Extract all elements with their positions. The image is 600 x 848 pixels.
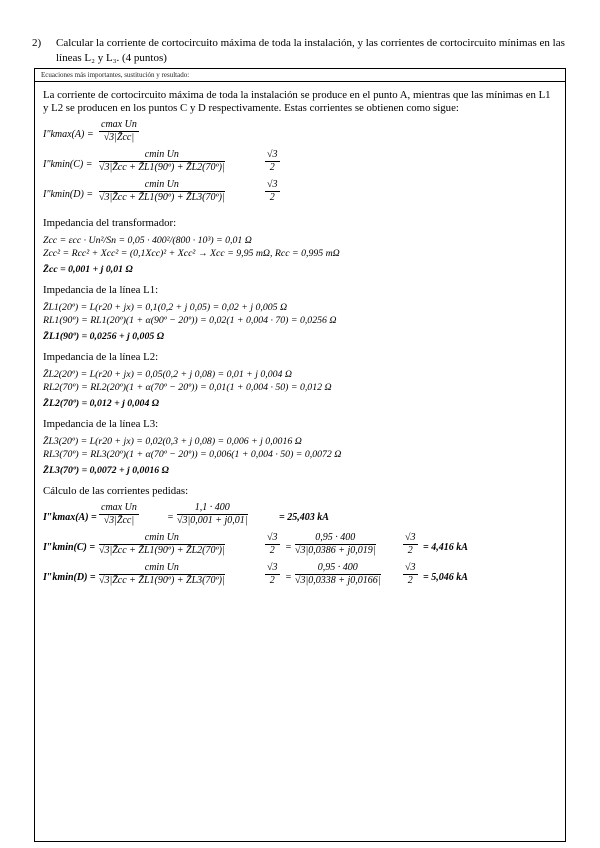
fraction-numerator: √3 — [405, 532, 416, 543]
fraction-denominator: √3|Z̄cc + Z̄L1(90º) + Z̄L3(70º)| — [99, 192, 225, 203]
formula-ikmin-c-fraction — [99, 149, 225, 174]
current-ikmin-d-formula — [99, 562, 225, 587]
current-ikmin-d-sqrt3-over-2-sub — [403, 562, 418, 587]
l3-resistance-70-line: RL3(70º) = RL3(20º)(1 + α(70º − 20º)) = 0,006(1 + 0,004 · 50) = 0,0072 Ω — [43, 449, 342, 460]
fraction-denominator: √3|Z̄cc + Z̄L1(90º) + Z̄L2(70º)| — [99, 162, 225, 173]
l2-result: Z̄L2(70º) = 0,012 + j 0,004 Ω — [43, 398, 160, 409]
question-number: 2) — [32, 37, 42, 49]
fraction-numerator: cmin Un — [99, 562, 225, 575]
fraction-numerator: √3 — [267, 179, 278, 190]
fraction-numerator: cmax Un — [101, 119, 137, 130]
formula-ikmin-c-lhs: I″kmin(C) = — [43, 159, 93, 170]
equals-sign: = — [167, 512, 174, 523]
fraction-denominator: √3|Z̄cc| — [103, 515, 135, 526]
current-ikmin-d-lhs: I″kmin(D) = — [43, 572, 96, 583]
fraction-denominator: √3|0,0386 + j0,019| — [295, 545, 376, 556]
current-ikmin-c — [43, 532, 558, 562]
answer-content — [43, 89, 558, 592]
equals-sign: = — [285, 542, 292, 553]
formula-ikmin-d-lhs: I″kmin(D) = — [43, 189, 94, 200]
transformer-zcc-line: Zcc = εcc · Un²/Sn = 0,05 · 400²/(800 · 10³) = 0,01 Ω — [43, 235, 252, 246]
current-ikmin-c-substitution — [295, 532, 376, 557]
fraction-denominator: √3|Z̄cc + Z̄L1(90º) + Z̄L3(70º)| — [99, 575, 225, 586]
fraction-numerator: 1,1 · 400 — [177, 502, 248, 515]
equals-sign: = — [285, 572, 292, 583]
transformer-xcc-rcc-line: Zcc² = Rcc² + Xcc² = (0,1Xcc)² + Xcc² → Xcc = 9,95 mΩ, Rcc = 0,995 mΩ — [43, 248, 340, 259]
l3-result: Z̄L3(70º) = 0,0072 + j 0,0016 Ω — [43, 465, 169, 476]
current-ikmin-c-formula — [99, 532, 225, 557]
fraction-denominator: 2 — [407, 545, 413, 556]
formula-ikmax-a-lhs: I″kmax(A) = — [43, 129, 94, 140]
current-ikmin-c-sqrt3-over-2 — [265, 532, 280, 557]
fraction-denominator: 2 — [269, 162, 275, 173]
fraction-denominator: 2 — [269, 575, 275, 586]
formula-ikmin-d — [43, 179, 558, 209]
transformer-heading: Impedancia del transformador: — [43, 217, 177, 229]
fraction-numerator: √3 — [267, 532, 278, 543]
formula-ikmin-c — [43, 149, 558, 179]
current-ikmax-a — [43, 502, 558, 532]
formula-ikmin-d-sqrt3-over-2 — [265, 179, 280, 204]
l3-heading: Impedancia de la línea L3: — [43, 418, 159, 430]
current-ikmin-d — [43, 562, 558, 592]
fraction-numerator: 0,95 · 400 — [295, 532, 376, 545]
formula-ikmin-c-sqrt3-over-2 — [265, 149, 280, 174]
l2-heading: Impedancia de la línea L2: — [43, 351, 159, 363]
fraction-numerator: 0,95 · 400 — [295, 562, 381, 575]
formula-ikmax-a-fraction — [99, 119, 139, 144]
fraction-denominator: √3|Z̄cc| — [103, 132, 135, 143]
question-text: Calcular la corriente de cortocircuito máxima de toda la instalación, y las corrientes de cortocircuito mínimas en las líneas L₂ y L₃. (4 puntos) — [56, 37, 565, 64]
currents-heading: Cálculo de las corrientes pedidas: — [43, 485, 189, 497]
fraction-denominator: 2 — [407, 575, 413, 586]
current-ikmin-d-sqrt3-over-2 — [265, 562, 280, 587]
current-ikmax-a-substitution — [177, 502, 248, 527]
fraction-denominator: √3|0,001 + j0,01| — [177, 515, 248, 526]
fraction-denominator: 2 — [269, 192, 275, 203]
current-ikmin-d-result: = 5,046 kA — [423, 572, 468, 583]
fraction-numerator: cmin Un — [99, 149, 225, 162]
answer-box — [34, 68, 566, 842]
fraction-numerator: cmin Un — [99, 532, 225, 545]
answer-box-header: Ecuaciones más importantes, sustitución y resultado: — [35, 69, 565, 82]
l1-impedance-20-line: Z̄L1(20º) = L(r20 + jx) = 0,1(0,2 + j 0,05) = 0,02 + j 0,005 Ω — [43, 302, 288, 313]
l1-result: Z̄L1(90º) = 0,0256 + j 0,005 Ω — [43, 331, 165, 342]
l2-impedance-20-line: Z̄L2(20º) = L(r20 + jx) = 0,05(0,2 + j 0,08) = 0,01 + j 0,004 Ω — [43, 369, 292, 380]
formula-ikmax-a — [43, 119, 558, 149]
fraction-denominator: √3|0,0338 + j0,0166| — [295, 575, 381, 586]
fraction-denominator: 2 — [269, 545, 275, 556]
current-ikmin-d-substitution — [295, 562, 381, 587]
fraction-numerator: √3 — [267, 149, 278, 160]
l3-impedance-20-line: Z̄L3(20º) = L(r20 + jx) = 0,02(0,3 + j 0,08) = 0,006 + j 0,0016 Ω — [43, 436, 302, 447]
formula-ikmin-d-fraction — [99, 179, 225, 204]
fraction-numerator: cmax Un — [101, 502, 137, 513]
current-ikmin-c-result: = 4,416 kA — [423, 542, 468, 553]
current-ikmax-a-formula — [99, 502, 139, 527]
question — [32, 36, 572, 66]
fraction-denominator: √3|Z̄cc + Z̄L1(90º) + Z̄L2(70º)| — [99, 545, 225, 556]
transformer-result: Z̄cc = 0,001 + j 0,01 Ω — [43, 264, 133, 275]
intro-paragraph: La corriente de cortocircuito máxima de toda la instalación se produce en el punto A, mientras que las mínimas en L1 y L2 se producen en los puntos C y D respectivamente. Estas corrientes se obtienen como sigue: — [43, 89, 551, 114]
current-ikmax-a-lhs: I″kmax(A) = — [43, 512, 97, 523]
fraction-numerator: √3 — [405, 562, 416, 573]
current-ikmax-a-result: = 25,403 kA — [279, 512, 329, 523]
l1-heading: Impedancia de la línea L1: — [43, 284, 159, 296]
fraction-numerator: √3 — [267, 562, 278, 573]
l1-resistance-90-line: RL1(90º) = RL1(20º)(1 + α(90º − 20º)) = 0,02(1 + 0,004 · 70) = 0,0256 Ω — [43, 315, 337, 326]
l2-resistance-70-line: RL2(70º) = RL2(20º)(1 + α(70º − 20º)) = 0,01(1 + 0,004 · 50) = 0,012 Ω — [43, 382, 332, 393]
current-ikmin-c-sqrt3-over-2-sub — [403, 532, 418, 557]
fraction-numerator: cmin Un — [99, 179, 225, 192]
current-ikmin-c-lhs: I″kmin(C) = — [43, 542, 96, 553]
